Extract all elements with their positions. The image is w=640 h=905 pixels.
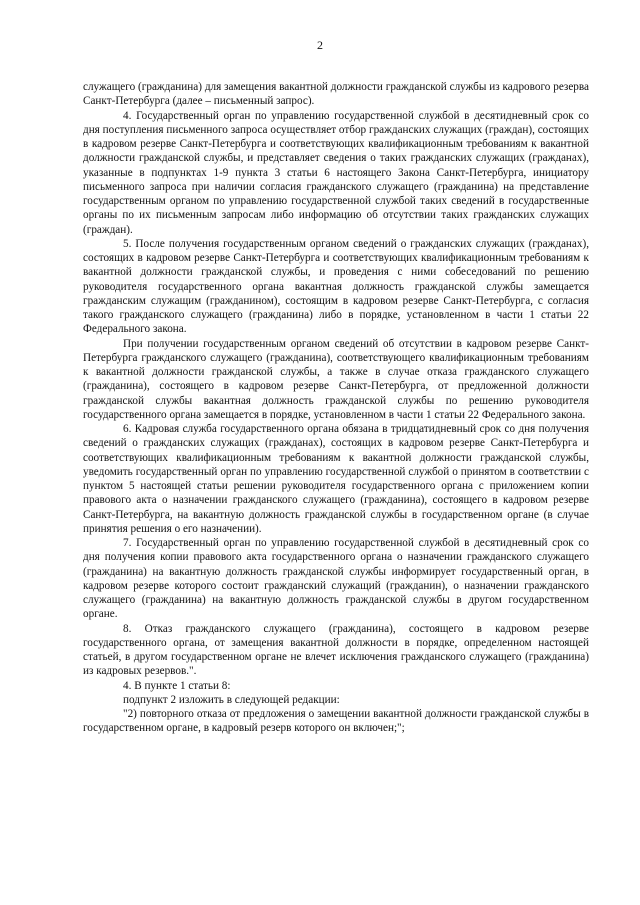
paragraph-continuation: служащего (гражданина) для замещения вакантной должности гражданской службы из кадрового резерва Санкт-Петербурга (далее – письменный запрос). [83,81,589,108]
paragraph-amendment-instruction: подпункт 2 изложить в следующей редакции: [123,693,340,706]
paragraph-item-5: 5. После получения государственным органом сведений о гражданских служащих (гражданах), состоящих в кадровом резерве Санкт-Петербурга и соответствующих квалификационным требованиям к вакантной должности гражданской службы, и проведения с ними собеседований по решению руководителя государственного органа вакантная должность гражданской службы замещается гражданским служащим (гражданином), состоящим в кадровом резерве Санкт-Петербурга, с согласия такого гражданского служащего (гражданина) либо в порядке, установленном в части 1 статьи 22 Федерального закона. [83,237,589,336]
paragraph-item-5-continued: При получении государственным органом сведений об отсутствии в кадровом резерве Санкт-Петербурга гражданского служащего (гражданина), соответствующего квалификационным требованиям к вакантной должности гражданской службы, а также в случае отказа гражданского служащего (гражданина), состоящего в кадровом резерве Санкт-Петербурга, от предложенной должности гражданской службы вакантная должность гражданской службы по решению руководителя государственного органа замещается в порядке, установленном в части 1 статьи 22 Федерального закона. [83,337,589,421]
paragraph-item-6: 6. Кадровая служба государственного органа обязана в тридцатидневный срок со дня получения сведений о гражданских служащих (гражданах), состоящих в кадровом резерве Санкт-Петербурга и соответствующих квалификационным требованиям к вакантной должности гражданской службы, уведомить государственный орган по управлению государственной службой о принятом в соответствии с пунктом 5 настоящей статьи решении руководителя государственного органа с приложением копии правового акта о назначении гражданского служащего (гражданина), состоящего в кадровом резерве Санкт-Петербурга, на вакантную должность гражданской службы в государственном органе (в случае принятия решения о его назначении). [83,423,589,535]
paragraph-amendment-text: "2) повторного отказа от предложения о замещении вакантной должности гражданской службы в государственном органе, в кадровый резерв которого он включен;"; [83,708,589,735]
document-body [83,80,589,736]
paragraph-item-8: 8. Отказ гражданского служащего (гражданина), состоящего в кадровом резерве государственного органа, от замещения вакантной должности в порядке, определенном настоящей статьей, в другом государственном органе не влечет исключения гражданского служащего (гражданина) из кадровых резервов.". [83,622,589,678]
paragraph-item-7: 7. Государственный орган по управлению государственной службой в десятидневный срок со дня получения копии правового акта государственного органа о назначении гражданского служащего (гражданина) на вакантную должность гражданской службы информирует государственный орган, в кадровом резерве которого состоит гражданский служащий (гражданин), о назначении гражданского служащего (гражданина) на вакантную должность гражданской службы в другом государственном органе. [83,537,589,621]
paragraph-amendment-4: 4. В пункте 1 статьи 8: [123,679,231,692]
page-number: 2 [317,38,323,52]
paragraph-item-4: 4. Государственный орган по управлению государственной службой в десятидневный срок со дня поступления письменного запроса осуществляет отбор гражданских служащих (граждан), состоящих в кадровом резерве Санкт-Петербурга и соответствующих квалификационным требованиям к вакантной должности гражданской службы, и представляет сведения о таких гражданских служащих (гражданах), указанные в подпунктах 1-9 пункта 3 статьи 6 настоящего Закона Санкт-Петербурга, инициатору письменного запроса при наличии согласия гражданского служащего (гражданина) на представление государственным органом по управлению государственной службой таких сведений в государственные органы по их письменным запросам либо информацию об отсутствии таких гражданских служащих (граждан). [83,109,589,236]
